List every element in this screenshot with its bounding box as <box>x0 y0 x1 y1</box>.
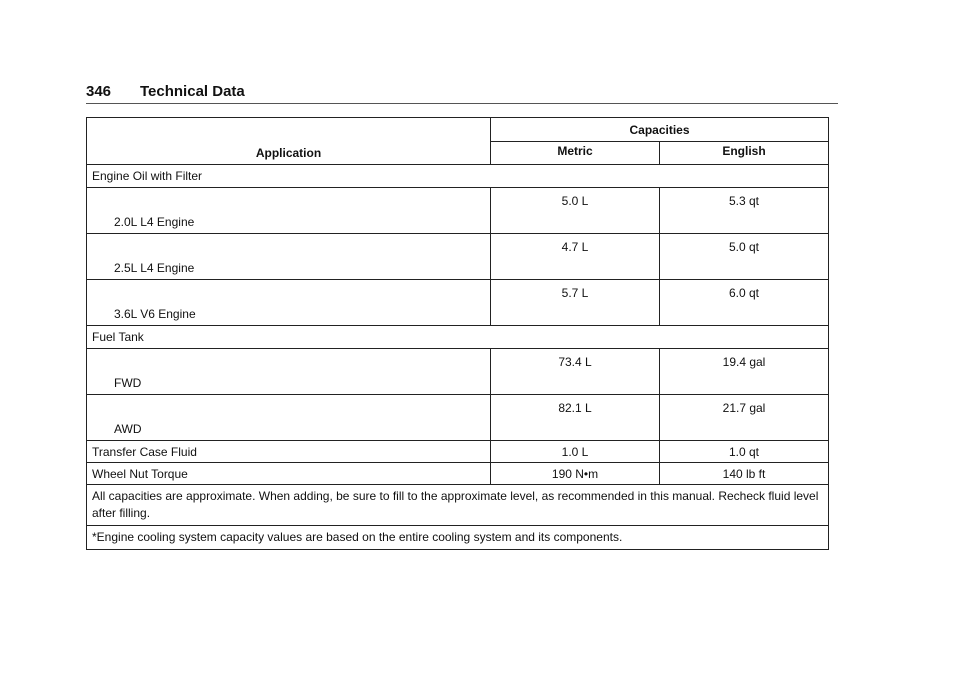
table-header-row <box>87 118 829 142</box>
table-row <box>87 280 829 326</box>
row-english: 21.7 gal <box>660 395 829 441</box>
row-label: Wheel Nut Torque <box>87 463 491 485</box>
table-row <box>87 326 829 349</box>
section-title: Technical Data <box>140 83 245 100</box>
row-english: 19.4 gal <box>660 349 829 395</box>
header-application: Application <box>87 118 491 165</box>
table-row <box>87 526 829 550</box>
header-capacities: Capacities <box>491 118 829 142</box>
row-metric: 1.0 L <box>491 441 660 463</box>
row-english: 5.0 qt <box>660 234 829 280</box>
row-metric: 5.7 L <box>491 280 660 326</box>
page-number: 346 <box>86 83 112 100</box>
row-metric: 190 N•m <box>491 463 660 485</box>
row-label: 2.0L L4 Engine <box>87 188 491 234</box>
header-english: English <box>660 142 829 165</box>
table-row <box>87 463 829 485</box>
row-metric: 5.0 L <box>491 188 660 234</box>
header-metric: Metric <box>491 142 660 165</box>
row-english: 1.0 qt <box>660 441 829 463</box>
group-fuel-tank: Fuel Tank <box>87 326 829 349</box>
row-metric: 73.4 L <box>491 349 660 395</box>
row-english: 6.0 qt <box>660 280 829 326</box>
note-cooling-system: *Engine cooling system capacity values are based on the entire cooling system and its components. <box>87 526 829 550</box>
table-row <box>87 349 829 395</box>
table-row <box>87 395 829 441</box>
row-label: 3.6L V6 Engine <box>87 280 491 326</box>
table-row <box>87 485 829 526</box>
table-row <box>87 441 829 463</box>
row-metric: 4.7 L <box>491 234 660 280</box>
row-metric: 82.1 L <box>491 395 660 441</box>
row-english: 140 lb ft <box>660 463 829 485</box>
table-row <box>87 188 829 234</box>
row-english: 5.3 qt <box>660 188 829 234</box>
row-label: 2.5L L4 Engine <box>87 234 491 280</box>
capacities-table <box>86 117 829 550</box>
group-engine-oil: Engine Oil with Filter <box>87 165 829 188</box>
row-label: Transfer Case Fluid <box>87 441 491 463</box>
note-approximate: All capacities are approximate. When adding, be sure to fill to the approximate level, as recommended in this manual. Recheck fluid level after filling. <box>87 485 829 526</box>
page-header <box>86 83 838 104</box>
table-row <box>87 165 829 188</box>
row-label: AWD <box>87 395 491 441</box>
table-row <box>87 234 829 280</box>
row-label: FWD <box>87 349 491 395</box>
